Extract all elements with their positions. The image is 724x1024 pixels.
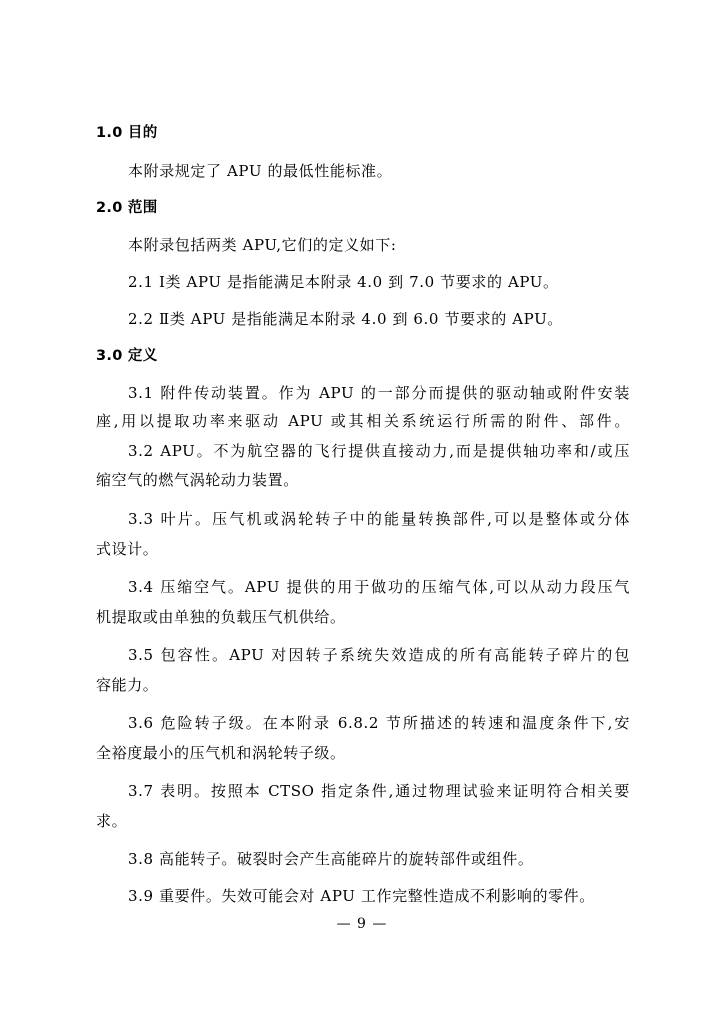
purpose-text: 本附录规定了 APU 的最低性能标准。 — [128, 162, 393, 180]
definition-3-2-line-2: 缩空气的燃气涡轮动力装置。 — [96, 471, 299, 489]
page-number: — 9 — — [336, 916, 388, 932]
definition-3-3-line-2: 式设计。 — [96, 540, 159, 558]
definition-3-5-line-2: 容能力。 — [96, 676, 159, 694]
definition-3-4-line-1: 3.4 压缩空气。APU 提供的用于做功的压缩气体,可以从动力段压气 — [128, 578, 630, 596]
definition-3-5-line-1: 3.5 包容性。APU 对因转子系统失效造成的所有高能转子碎片的包 — [128, 646, 630, 664]
scope-text: 本附录包括两类 APU,它们的定义如下: — [128, 236, 397, 254]
definition-3-1-line-2: 座,用以提取功率来驱动 APU 或其相关系统运行所需的附件、部件。 — [96, 412, 630, 430]
definition-3-1-line-1: 3.1 附件传动装置。作为 APU 的一部分而提供的驱动轴或附件安装 — [128, 384, 630, 402]
definition-3-4-line-2: 机提取或由单独的负载压气机供给。 — [96, 608, 346, 626]
section-heading-scope: 2.0 范围 — [96, 200, 158, 216]
definition-3-9: 3.9 重要件。失效可能会对 APU 工作完整性造成不利影响的零件。 — [128, 887, 595, 905]
section-heading-purpose: 1.0 目的 — [96, 125, 158, 141]
definition-3-6-line-2: 全裕度最小的压气机和涡轮转子级。 — [96, 744, 346, 762]
definition-3-6-line-1: 3.6 危险转子级。在本附录 6.8.2 节所描述的转速和温度条件下,安 — [128, 714, 630, 732]
definition-3-8: 3.8 高能转子。破裂时会产生高能碎片的旋转部件或组件。 — [128, 850, 534, 868]
scope-item-2-1: 2.1 Ⅰ类 APU 是指能满足本附录 4.0 到 7.0 节要求的 APU。 — [128, 273, 559, 291]
section-heading-definitions: 3.0 定义 — [96, 348, 158, 364]
definition-3-3-line-1: 3.3 叶片。压气机或涡轮转子中的能量转换部件,可以是整体或分体 — [128, 510, 630, 528]
scope-item-2-2: 2.2 Ⅱ类 APU 是指能满足本附录 4.0 到 6.0 节要求的 APU。 — [128, 310, 563, 328]
definition-3-7-line-2: 求。 — [96, 812, 128, 830]
definition-3-2-line-1: 3.2 APU。不为航空器的飞行提供直接动力,而是提供轴功率和/或压 — [128, 442, 630, 460]
definition-3-7-line-1: 3.7 表明。按照本 CTSO 指定条件,通过物理试验来证明符合相关要 — [128, 782, 630, 800]
